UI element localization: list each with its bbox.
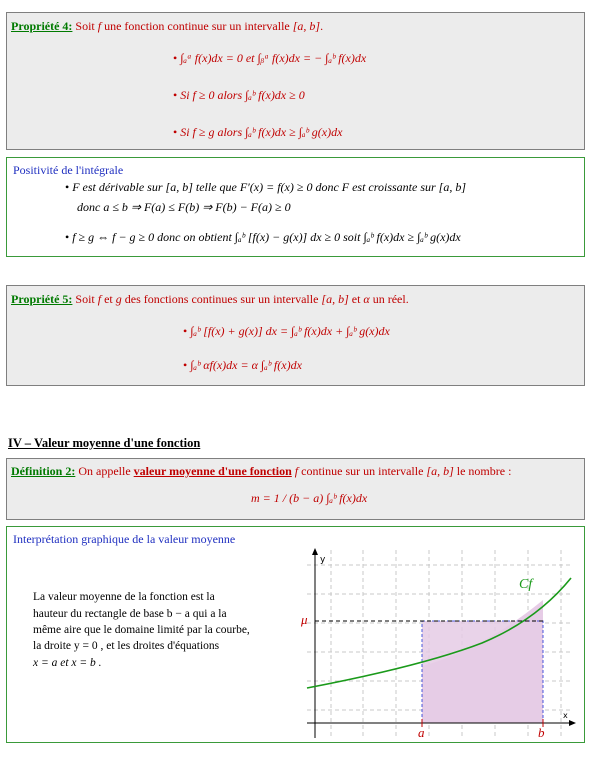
mu-label: μ: [301, 612, 308, 627]
interpretation-title: Interprétation graphique de la valeur moyenne: [13, 532, 236, 546]
property-4-bullet-2: • Si f ≥ 0 alors ∫ₐᵇ f(x)dx ≥ 0: [173, 88, 305, 102]
definition-2-box: [6, 458, 585, 520]
property-5-box: [6, 285, 585, 386]
curve-label: Cf: [519, 577, 533, 592]
property-5-bullet-1: • ∫ₐᵇ [f(x) + g(x)] dx = ∫ₐᵇ f(x)dx + ∫ₐᵇ g(x)dx: [183, 324, 390, 338]
positivity-line-3: • f ≥ g ⇔ f − g ≥ 0 donc on obtient ∫ₐᵇ [f(x) − g(x)] dx ≥ 0 soit ∫ₐᵇ f(x)dx ≥ ∫ₐᵇ g(x)dx: [65, 230, 461, 244]
interpretation-line-3: même aire que le domaine limité par la courbe,: [33, 624, 250, 636]
property-5-label: Propriété 5:: [11, 292, 73, 306]
positivity-line-2: donc a ≤ b ⇒ F(a) ≤ F(b) ⇒ F(b) − F(a) ≥ 0: [77, 200, 291, 214]
property-4-label: Propriété 4:: [11, 19, 73, 33]
b-label: b: [538, 725, 545, 740]
x-axis-label: x: [563, 711, 568, 720]
interpretation-line-2: hauteur du rectangle de base b − a qui a la: [33, 608, 227, 620]
property-4-bullet-3: • Si f ≥ g alors ∫ₐᵇ f(x)dx ≥ ∫ₐᵇ g(x)dx: [173, 125, 343, 139]
interpretation-box: [6, 526, 585, 743]
y-axis-label: y: [320, 555, 326, 565]
definition-2-label: Définition 2:: [11, 464, 76, 478]
interpretation-line-1: La valeur moyenne de la fonction est la: [33, 591, 215, 603]
definition-term: valeur moyenne d'une fonction: [133, 464, 292, 478]
x-axis-arrow: [569, 720, 576, 726]
mean-value-formula: m = 1 / (b − a) ∫ₐᵇ f(x)dx: [251, 491, 368, 505]
interpretation-line-5: x = a et x = b .: [33, 657, 102, 669]
interpretation-line-4: la droite y = 0 , et les droites d'équations: [33, 640, 220, 652]
property-5-statement: Propriété 5: Soit f et g des fonctions continues sur un intervalle [a, b] et α un réel.: [11, 292, 409, 306]
property-4-statement: Propriété 4: Soit f une fonction continue sur un intervalle [a, b].: [11, 19, 324, 33]
y-axis-arrow: [312, 548, 318, 555]
property-5-bullet-2: • ∫ₐᵇ αf(x)dx = α ∫ₐᵇ f(x)dx: [183, 358, 302, 372]
property-4-box: [6, 12, 585, 150]
section-heading: IV – Valeur moyenne d'une fonction: [8, 436, 201, 450]
mean-value-graph: [301, 548, 577, 742]
mean-rectangle: [422, 621, 543, 723]
positivity-box: [6, 157, 585, 257]
property-4-bullet-1: • ∫ₐᵃ f(x)dx = 0 et ∫ᵦᵃ f(x)dx = − ∫ₐᵇ f(x)dx: [173, 51, 367, 65]
definition-2-statement: Définition 2: On appelle valeur moyenne d'une fonction f continue sur un intervalle [a, b] le nombre :: [11, 464, 512, 478]
positivity-title: Positivité de l'intégrale: [13, 163, 124, 177]
positivity-line-1: • F est dérivable sur [a, b] telle que F′(x) = f(x) ≥ 0 donc F est croissante sur [a, b]: [65, 180, 466, 194]
a-label: a: [418, 725, 425, 740]
